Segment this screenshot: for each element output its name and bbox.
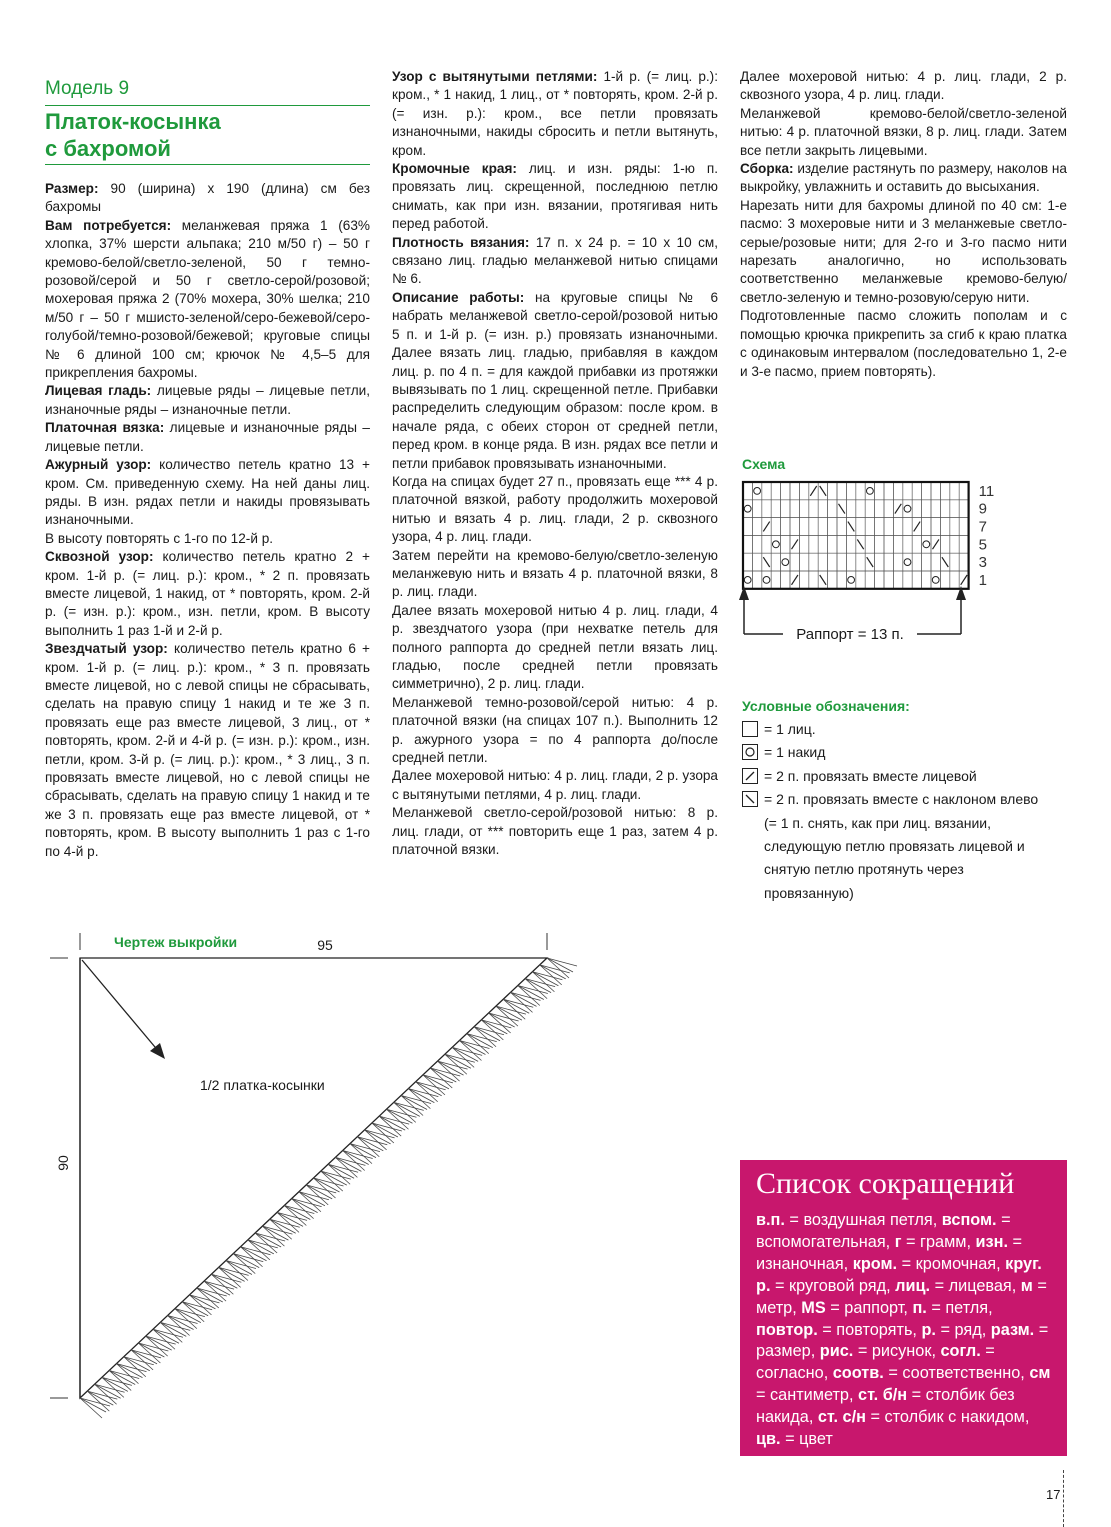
chart-cell — [762, 500, 771, 518]
ssk-symbol-icon — [763, 557, 769, 567]
paragraph-lead: Лицевая гладь: — [45, 383, 152, 399]
paragraph — [740, 105, 1067, 160]
abbreviation-term: ст. б/н — [858, 1386, 908, 1405]
chart-cell — [809, 500, 818, 518]
chart-cell — [837, 482, 846, 500]
paragraph-lead: Сквозной узор: — [45, 549, 154, 565]
abbreviation-term: лиц. — [895, 1276, 931, 1295]
yarnover-symbol-icon — [773, 541, 780, 548]
paragraph-text: Затем перейти на кремово-белую/светло-зеленую меланжевую нить и вязать 4 р. платочной вязки, 8 р. лиц. глади. — [392, 547, 718, 600]
chart-cell — [818, 553, 827, 571]
chart-cell — [743, 518, 752, 536]
chart-row-number: 11 — [978, 482, 995, 500]
paragraph — [392, 234, 718, 289]
chart-cell — [818, 535, 827, 553]
chart-cell — [837, 553, 846, 571]
paragraph — [45, 217, 370, 383]
paragraph-lead: Кромочные края: — [392, 161, 517, 177]
paragraph-text: количество петель кратно 2 + кром. 1-й р. (= лиц. р.): кром., * 2 п. провязать вместе лицевой, 1 накид, от * повторять, кром. 2-й р. (= изн. р.): кром., изн. петли, кром. В высоту выполнить 1 раз 1-й и 2-й р. — [45, 549, 370, 638]
ssk-symbol-icon — [839, 504, 845, 514]
chart-cell — [809, 535, 818, 553]
yarnover-symbol-icon — [782, 559, 789, 566]
chart-cell — [940, 571, 949, 589]
fringe — [80, 958, 577, 1418]
abbreviation-term: круг. р. — [756, 1254, 1042, 1295]
paragraph — [45, 456, 370, 530]
chart-cell — [771, 571, 780, 589]
chart-cell — [959, 482, 968, 500]
chart-cell — [931, 482, 940, 500]
pattern-title: Чертеж выкройки — [114, 934, 238, 950]
chart-heading: Схема — [742, 456, 786, 472]
chart-cell — [771, 482, 780, 500]
chart-grid — [743, 482, 969, 589]
chart-cell — [828, 553, 837, 571]
paragraph — [392, 547, 718, 602]
paragraph — [45, 382, 370, 419]
knitting-chart — [735, 478, 995, 643]
abbreviation-term: г — [894, 1232, 902, 1251]
chart-cell — [865, 535, 874, 553]
k2tog-symbol-icon — [961, 575, 967, 585]
chart-cell — [790, 500, 799, 518]
chart-row-number: 9 — [978, 500, 987, 518]
paragraph — [740, 307, 1067, 381]
chart-cell — [884, 482, 893, 500]
chart-cell — [875, 571, 884, 589]
chart-cell — [931, 500, 940, 518]
paragraph — [392, 160, 718, 234]
k2tog-symbol-icon — [763, 522, 769, 532]
chart-cell — [799, 518, 808, 536]
legend-heading: Условные обозначения: — [742, 698, 910, 714]
abbreviation-meaning: = изнаночная, — [756, 1232, 1023, 1273]
yarnover-symbol-icon — [763, 577, 770, 584]
paragraph — [45, 419, 370, 456]
legend — [742, 718, 1042, 905]
yarnover-symbol-icon — [754, 488, 761, 495]
chart-cell — [752, 535, 761, 553]
chart-cell — [856, 518, 865, 536]
chart-cell — [950, 535, 959, 553]
chart-cell — [940, 500, 949, 518]
ssk-symbol-icon — [820, 575, 826, 585]
chart-cell — [884, 571, 893, 589]
abbreviation-term: цв. — [756, 1430, 781, 1449]
text-column-2 — [392, 68, 718, 859]
cut-line — [1063, 1470, 1064, 1527]
ssk-symbol-icon — [867, 557, 873, 567]
abbreviation-meaning: = рисунок, — [853, 1342, 941, 1361]
abbreviation-term: вспом. — [941, 1211, 997, 1229]
chart-cell — [799, 500, 808, 518]
yarnover-symbol-icon — [904, 505, 911, 512]
chart-cell — [856, 553, 865, 571]
chart-cell — [922, 553, 931, 571]
page-number: 17 — [1046, 1487, 1061, 1502]
chart-cell — [846, 553, 855, 571]
yarnover-symbol-icon — [923, 541, 930, 548]
abbreviation-meaning: = сантиметр, — [756, 1386, 859, 1405]
paragraph-lead: Вам потребуется: — [45, 217, 172, 233]
chart-cell — [875, 535, 884, 553]
chart-cell — [912, 553, 921, 571]
abbreviation-term: изн. — [975, 1232, 1008, 1251]
paragraph-text: Меланжевой темно-розовой/серой нитью: 4 р. платочной вязки (на спицах 107 п.). Выполнить 12 р. ажурного узора = по 4 раппорта до/после средней петли. — [392, 694, 718, 766]
abbreviation-meaning: = ряд, — [935, 1320, 991, 1339]
chart-cell — [940, 535, 949, 553]
paragraph-text: Далее мохеровой нитью: 4 р. лиц. глади, 2 р. узора с вытянутыми петлями, 4 р. лиц. глади. — [392, 768, 718, 802]
model-rule — [45, 105, 370, 106]
chart-cell — [846, 500, 855, 518]
chart-cell — [884, 535, 893, 553]
chart-cell — [903, 535, 912, 553]
chart-cell — [781, 518, 790, 536]
abbreviation-meaning: = столбик без накида, — [756, 1386, 1015, 1427]
model-label: Модель 9 — [45, 78, 130, 99]
paragraph-text: Меланжевой светло-серой/розовой нитью: 8 р. лиц. глади, от *** повторить еще 1 раз, затем 4 р. платочной вязки. — [392, 805, 718, 858]
chart-cell — [837, 535, 846, 553]
abbreviation-meaning: = вспомогательная, — [756, 1211, 1011, 1251]
paragraph-lead: Ажурный узор: — [45, 457, 152, 473]
paragraph — [392, 289, 718, 473]
paragraph-text: количество петель кратно 13 + кром. См. приведенную схему. На ней даны лиц. ряды. В изн. рядах петли и накиды провязывать изнаночными. — [45, 457, 370, 528]
abbreviation-term: согл. — [940, 1342, 981, 1361]
chart-cell — [912, 500, 921, 518]
paragraph-text: Подготовленные пасмо сложить пополам и с помощью крючка прикрепить за сгиб к краю платка с одинаковым интервалом (последовательно 1, 2-е и 3-е пасмо, прием повторять). — [740, 308, 1067, 379]
chart-cell — [809, 553, 818, 571]
chart-cell — [940, 518, 949, 536]
chart-cell — [846, 482, 855, 500]
chart-cell — [893, 553, 902, 571]
chart-cell — [950, 553, 959, 571]
chart-cell — [865, 518, 874, 536]
paragraph-text: лиц. и изн. ряды: 1-ю п. провязать лиц. скрещенной, последнюю петлю снимать, как при изн. вязании, протягивая нить перед работой. — [392, 161, 718, 232]
legend-item-k2tog: = 2 п. провязать вместе лицевой — [742, 765, 1042, 788]
chart-cell — [762, 535, 771, 553]
abbreviation-term: ст. с/н — [817, 1408, 866, 1427]
paragraph-lead: Плотность вязания: — [392, 234, 530, 250]
chart-cell — [828, 535, 837, 553]
text-column-1 — [45, 180, 370, 861]
chart-cell — [884, 553, 893, 571]
paragraph — [740, 197, 1067, 307]
paragraph-text: лицевые и изнаночные ряды – лицевые петли. — [45, 420, 370, 454]
chart-cell — [743, 482, 752, 500]
chart-cell — [893, 571, 902, 589]
chart-cell — [922, 482, 931, 500]
chart-cell — [875, 500, 884, 518]
abbreviation-meaning: = круговой ряд, — [770, 1276, 896, 1295]
arrow-icon — [150, 1043, 165, 1059]
yarnover-symbol-icon — [848, 577, 855, 584]
abbreviation-meaning: = цвет — [780, 1430, 833, 1449]
paragraph-text: лицевые ряды – лицевые петли, изнаночные ряды – изнаночные петли. — [45, 383, 370, 417]
chart-cell — [875, 553, 884, 571]
chart-cell — [959, 500, 968, 518]
direction-line — [82, 960, 160, 1053]
abbreviation-term: рис. — [819, 1342, 854, 1361]
paragraph — [45, 640, 370, 861]
chart-cell — [922, 500, 931, 518]
abbreviations-title: Список сокращений — [756, 1167, 1015, 1200]
chart-cell — [922, 571, 931, 589]
k2tog-symbol-icon — [792, 575, 798, 585]
chart-cell — [856, 500, 865, 518]
chart-row-number: 5 — [978, 536, 987, 554]
chart-cell — [809, 518, 818, 536]
chart-cell — [799, 482, 808, 500]
chart-cell — [931, 518, 940, 536]
paragraph — [392, 68, 718, 160]
page-title — [45, 108, 221, 162]
ssk-symbol-icon — [857, 539, 863, 549]
chart-cell — [743, 553, 752, 571]
chart-cell — [752, 553, 761, 571]
abbreviation-term: р. — [921, 1320, 936, 1339]
paragraph-lead: Сборка: — [740, 161, 794, 177]
chart-cell — [781, 500, 790, 518]
abbreviation-meaning: = грамм, — [901, 1232, 976, 1251]
paragraph-text: Нарезать нити для бахромы длиной по 40 см: 1-е пасмо: 3 мохеровые нити и 3 меланжевые светло-серые/розовые нити; для 2-го и 3-го пасмо нити нарезать аналогично, но использовать соответственно меланжевые кремово-белую/светло-зеленую и темно-розовую/серую нити. — [740, 197, 1067, 305]
paragraph-text: В высоту повторять с 1-го по 12-й р. — [45, 530, 274, 546]
chart-cell — [912, 571, 921, 589]
legend-item-yarnover: = 1 накид — [742, 741, 1042, 764]
chart-cell — [799, 571, 808, 589]
chart-cell — [752, 571, 761, 589]
k2tog-symbol-icon — [810, 486, 816, 496]
paragraph — [45, 180, 370, 217]
paragraph — [392, 804, 718, 859]
pattern-drawing — [40, 925, 600, 1465]
chart-cell — [790, 518, 799, 536]
paragraph-text: Когда на спицах будет 27 п., провязать еще *** 4 р. платочной вязкой, работу продолжить мохеровой нитью и вязать 4 р. лиц. глади, 2 р. сквозного узора, 4 р. лиц. глади. — [392, 473, 718, 545]
paragraph-lead: Описание работы: — [392, 289, 525, 305]
title-line-2: с бахромой — [45, 136, 171, 161]
chart-cell — [950, 500, 959, 518]
abbreviation-term: повтор. — [756, 1320, 818, 1339]
chart-cell — [837, 518, 846, 536]
yarnover-symbol-icon — [742, 744, 758, 760]
abbreviation-meaning: = соответственно, — [883, 1364, 1030, 1383]
chart-cell — [809, 571, 818, 589]
chart-cell — [828, 571, 837, 589]
paragraph-lead: Узор с вытянутыми петлями: — [392, 69, 598, 84]
chart-row-number: 1 — [978, 571, 987, 589]
chart-cell — [922, 518, 931, 536]
chart-cell — [752, 518, 761, 536]
chart-row-numbers — [979, 483, 995, 589]
abbreviation-meaning: = повторять, — [817, 1320, 922, 1339]
paragraph — [392, 767, 718, 804]
chart-cell — [950, 571, 959, 589]
chart-cell — [799, 553, 808, 571]
chart-cell — [912, 482, 921, 500]
abbreviation-term: соотв. — [832, 1364, 884, 1383]
chart-row-number: 7 — [978, 518, 987, 536]
abbreviation-meaning: = воздушная петля, — [784, 1211, 942, 1229]
k2tog-symbol-icon — [933, 539, 939, 549]
chart-cell — [790, 482, 799, 500]
paragraph — [392, 473, 718, 547]
paragraph-text: Далее мохеровой нитью: 4 р. лиц. глади, 2 р. сквозного узора, 4 р. лиц. глади. — [740, 69, 1067, 103]
abbreviation-term: п. — [912, 1298, 927, 1317]
abbreviation-meaning: = размер, — [756, 1320, 1049, 1361]
chart-cell — [828, 482, 837, 500]
paragraph-text: меланжевая пряжа 1 (63% хлопка, 37% шерсти альпака; 210 м/50 г) – 50 г кремово-белой/светло-зеленой, 50 г темно-розовой/серой и 50 г светло-серой/розовой; мохеровая пряжа 2 (70% мохера, 30% шелка; 210 м/50 г – 50 г мшисто-зеленой/серо-бежевой/серо-голубой/темно-розовой/бежевой; круговые спицы № 6 длиной 100 см; крючок № 4,5–5 для прикрепления бахромы. — [45, 217, 370, 381]
abbreviation-term: м — [1020, 1276, 1033, 1295]
paragraph-text: изделие растянуть по размеру, наколов на выкройку, увлажнить и оставить до высыхания. — [740, 161, 1067, 195]
chart-cell — [959, 518, 968, 536]
yarnover-symbol-icon — [744, 505, 751, 512]
chart-cell — [752, 500, 761, 518]
paragraph-text: Меланжевой кремово-белой/светло-зеленой нитью: 4 р. платочной вязки, 8 р. лиц. глади. Затем все петли закрыть лицевыми. — [740, 105, 1067, 158]
paragraph-text: 17 п. х 24 р. = 10 х 10 см, связано лиц. гладью меланжевой нитью спицами № 6. — [392, 234, 718, 287]
paragraph — [45, 530, 370, 548]
abbreviation-meaning: = раппорт, — [825, 1298, 913, 1317]
title-line-1: Платок-косынка — [45, 109, 221, 134]
chart-cell — [856, 482, 865, 500]
chart-cell — [828, 500, 837, 518]
chart-cell — [846, 535, 855, 553]
chart-cell — [903, 571, 912, 589]
paragraph — [45, 548, 370, 640]
abbreviation-meaning: = столбик с накидом, — [865, 1408, 1030, 1427]
chart-cell — [940, 482, 949, 500]
chart-cell — [781, 571, 790, 589]
chart-cell — [893, 482, 902, 500]
legend-item-ssk: = 2 п. провязать вместе с наклоном влево (= 1 п. снять, как при лиц. вязании, следующую петлю провязать лицевой и снятую петлю протянуть через провязанную) — [742, 788, 1042, 905]
abbreviations-box — [740, 1160, 1067, 1456]
paragraph-text: 1-й р. (= лиц. р.): кром., * 1 накид, 1 лиц., от * повторять, кром. 2-й р. (= изн. р.): кром., все петли провязать изнаночными, накиды сбросить и петли вытянуть, кром. — [392, 69, 718, 158]
abbreviation-term: в.п. — [756, 1211, 785, 1229]
chart-cell — [837, 571, 846, 589]
chart-cell — [762, 482, 771, 500]
paragraph-lead: Размер: — [45, 181, 99, 196]
chart-cell — [959, 553, 968, 571]
abbreviation-term: разм. — [990, 1320, 1035, 1339]
abbreviation-meaning: = петля, — [926, 1298, 993, 1317]
chart-cell — [950, 518, 959, 536]
paragraph-text: на круговые спицы № 6 набрать меланжевой светло-серой/розовой нитью 5 п. и 1-й р. (= изн. р.) провязать изнаночными. Далее вязать лиц. гладью, прибавляя в каждом лиц. р. по 4 п. = для каждой прибавки из протяжки вывязывать по 1 лиц. скрещенной петле. Прибавки распределить следующим образом: после кром. в начале ряда, с обеих сторон от средней петли, перед кром. в конце ряда. В изн. рядах все петли и петли прибавок провязывать изнаночными. — [392, 289, 719, 471]
knit-symbol-icon — [742, 721, 758, 737]
ssk-symbol-icon — [848, 522, 854, 532]
chart-cell — [884, 500, 893, 518]
width-label: 95 — [317, 937, 333, 953]
chart-cell — [771, 500, 780, 518]
abbreviation-meaning: = согласно, — [756, 1342, 995, 1383]
chart-cell — [818, 518, 827, 536]
paragraph-lead: Звездчатый узор: — [45, 641, 168, 657]
chart-row-number: 3 — [978, 554, 987, 572]
abbreviation-meaning: = кромочная, — [897, 1254, 1006, 1273]
k2tog-symbol-icon — [914, 522, 920, 532]
paragraph-text: количество петель кратно 6 + кром. 1-й р. (= лиц. р.): кром., * 3 п. провязать вместе лицевой, но с левой спицы не сбрасывать, сделать на правую спицу 1 накид и те же 3 п. провязать еще раз вместе лицевой, 3 лиц., от * повторять, кром. 2-й и 4-й р. (= изн. р.): кром., изн. петли, кром. 3-й р. (= лиц. р.): кром., * 3 лиц., 3 п. провязать вместе лицевой, но с левой спицы не сбрасывать, сделать на правую спицу 1 накид и те же 3 п. провязать еще раз вместе лицевой, от * повторять, кром. В высоту выполнить 1 раз с 1-го по 4-й р. — [45, 641, 370, 859]
title-rule — [45, 164, 370, 165]
abbreviation-meaning: = лицевая, — [930, 1276, 1021, 1295]
chart-cell — [959, 535, 968, 553]
chart-cell — [799, 535, 808, 553]
chart-cell — [856, 571, 865, 589]
paragraph-text: 90 (ширина) х 190 (длина) см без бахромы — [45, 181, 370, 215]
height-label: 90 — [55, 1155, 71, 1171]
k2tog-symbol-icon — [895, 504, 901, 514]
chart-cell — [865, 571, 874, 589]
chart-cell — [743, 535, 752, 553]
paragraph — [740, 68, 1067, 105]
paragraph — [392, 602, 718, 694]
chart-cell — [903, 482, 912, 500]
yarnover-symbol-icon — [867, 488, 874, 495]
ssk-symbol-icon — [820, 486, 826, 496]
paragraph — [392, 694, 718, 768]
chart-cell — [893, 518, 902, 536]
abbreviation-term: MS — [801, 1298, 826, 1317]
k2tog-symbol-icon — [742, 768, 758, 784]
chart-cell — [771, 518, 780, 536]
ssk-symbol-icon — [942, 557, 948, 567]
chart-cell — [771, 553, 780, 571]
chart-cell — [875, 518, 884, 536]
chart-cell — [875, 482, 884, 500]
text-column-3 — [740, 68, 1067, 381]
k2tog-symbol-icon — [792, 539, 798, 549]
chart-cell — [828, 518, 837, 536]
chart-cell — [781, 482, 790, 500]
chart-cell — [931, 553, 940, 571]
abbreviation-meaning: = метр, — [756, 1276, 1047, 1317]
ssk-symbol-icon — [742, 791, 758, 807]
chart-cell — [781, 535, 790, 553]
chart-cell — [790, 553, 799, 571]
chart-cell — [950, 482, 959, 500]
paragraph — [740, 160, 1067, 197]
chart-cell — [865, 500, 874, 518]
chart-cell — [884, 518, 893, 536]
yarnover-symbol-icon — [904, 559, 911, 566]
legend-item-knit: = 1 лиц. — [742, 718, 1042, 741]
paragraph-text: Далее вязать мохеровой нитью 4 р. лиц. глади, 4 р. звездчатого узора (при нехватке петель для полного раппорта до средней петли вязать лиц. гладью, после средней петли провязать симметрично), 2 р. лиц. глади. — [392, 602, 718, 692]
abbreviation-term: кром. — [852, 1254, 898, 1273]
yarnover-symbol-icon — [744, 577, 751, 584]
piece-label: 1/2 платка-косынки — [200, 1077, 325, 1093]
abbreviation-term: см — [1029, 1364, 1051, 1383]
yarnover-symbol-icon — [932, 577, 939, 584]
chart-cell — [893, 535, 902, 553]
paragraph-lead: Платочная вязка: — [45, 420, 165, 436]
chart-cell — [912, 535, 921, 553]
rapport-label: Раппорт = 13 п. — [796, 626, 904, 643]
chart-cell — [903, 518, 912, 536]
abbreviations-list — [756, 1210, 1056, 1451]
chart-cell — [818, 500, 827, 518]
